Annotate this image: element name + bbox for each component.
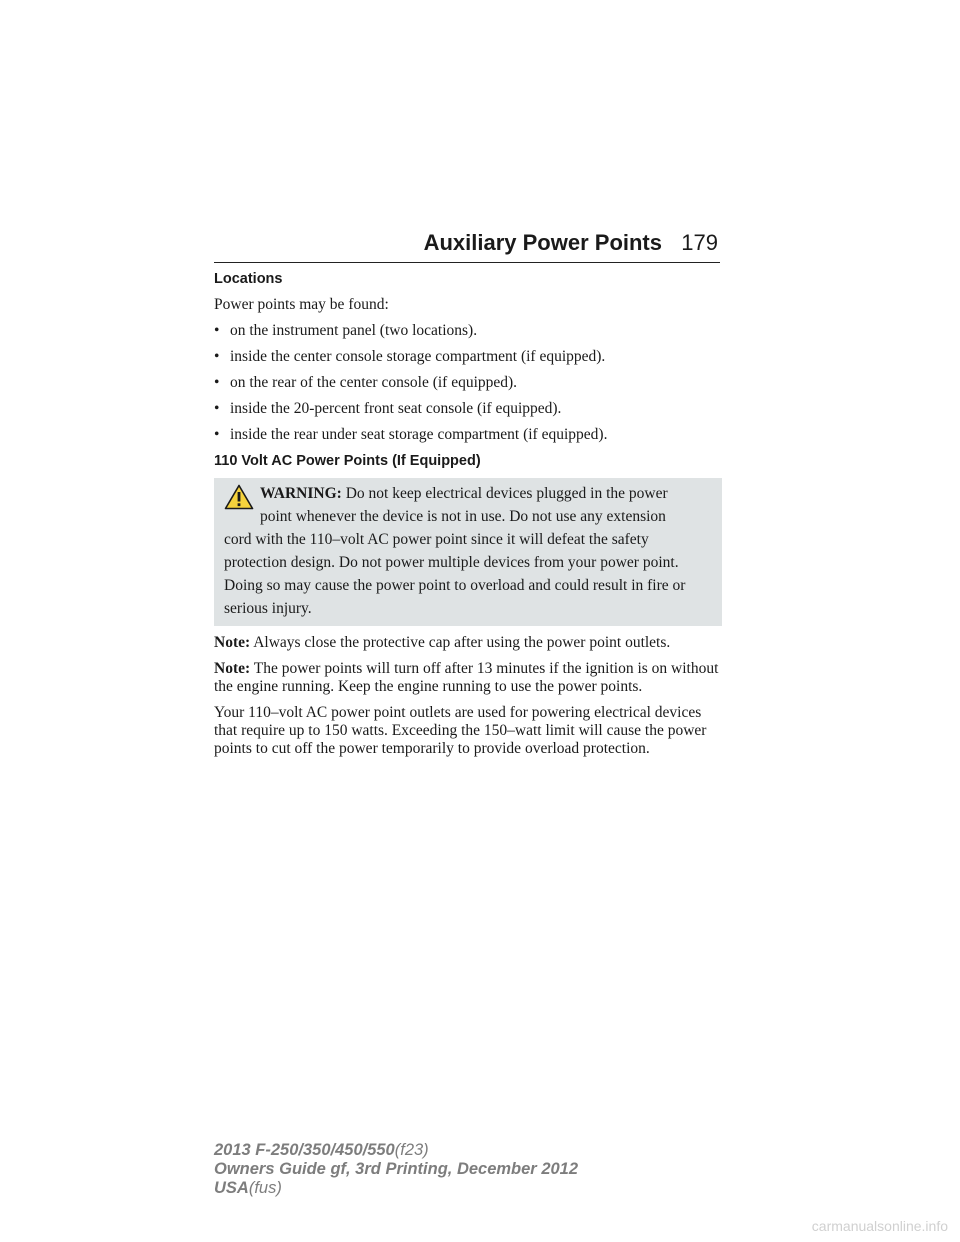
warning-triangle-icon: [224, 484, 254, 510]
page-content: [214, 270, 722, 766]
warning-first-line: WARNING: Do not keep electrical devices plugged in the power: [260, 485, 668, 502]
list-item: • on the instrument panel (two locations).: [214, 322, 478, 339]
locations-intro: Power points may be found:: [214, 296, 389, 313]
chapter-title: Auxiliary Power Points: [423, 230, 662, 255]
footer-printing-line: Owners Guide gf, 3rd Printing, December 2012: [214, 1160, 579, 1178]
list-item: • on the rear of the center console (if equipped).: [214, 374, 518, 391]
note-label: Note:: [214, 660, 251, 677]
watermark: carmanualsonline.info: [811, 1218, 948, 1234]
page-header: [214, 226, 720, 263]
bullet-icon: •: [214, 400, 220, 417]
ac-power-heading: 110 Volt AC Power Points (If Equipped): [214, 453, 481, 469]
footer-model-line: 2013 F-250/350/450/550(f23): [214, 1141, 429, 1159]
warning-second-line: point whenever the device is not in use. Do not use any extension: [260, 508, 666, 525]
list-item: • inside the center console storage compartment (if equipped).: [214, 348, 606, 365]
bullet-icon: •: [214, 348, 220, 365]
page-footer: [214, 1141, 578, 1198]
page-number: 179: [681, 230, 718, 255]
locations-list: [214, 322, 722, 444]
warning-label: WARNING:: [260, 485, 342, 502]
locations-heading: Locations: [214, 271, 283, 287]
warning-text: cord with the 110–volt AC power point since it will defeat the safety protection design. Do not power multiple devices from your power point. Doing so may cause the power point to overload and could result in fire or serious injury.: [224, 531, 686, 617]
footer-region-line: USA(fus): [214, 1179, 282, 1197]
note-cap: Note: Always close the protective cap after using the power point outlets.: [214, 634, 671, 651]
bullet-icon: •: [214, 374, 220, 391]
bullet-icon: •: [214, 426, 220, 443]
list-item: • inside the 20-percent front seat console (if equipped).: [214, 400, 562, 417]
note-timeout: Note: The power points will turn off after 13 minutes if the ignition is on without the engine running. Keep the engine running to use the power points.: [214, 660, 719, 695]
list-item: • inside the rear under seat storage compartment (if equipped).: [214, 426, 608, 443]
note-label: Note:: [214, 634, 251, 651]
bullet-icon: •: [214, 322, 220, 339]
ac-power-description: Your 110–volt AC power point outlets are used for powering electrical devices that require up to 150 watts. Exceeding the 150–watt limit will cause the power points to cut off the power temporarily to provide overload protection.: [214, 704, 707, 757]
warning-box: [214, 478, 722, 626]
